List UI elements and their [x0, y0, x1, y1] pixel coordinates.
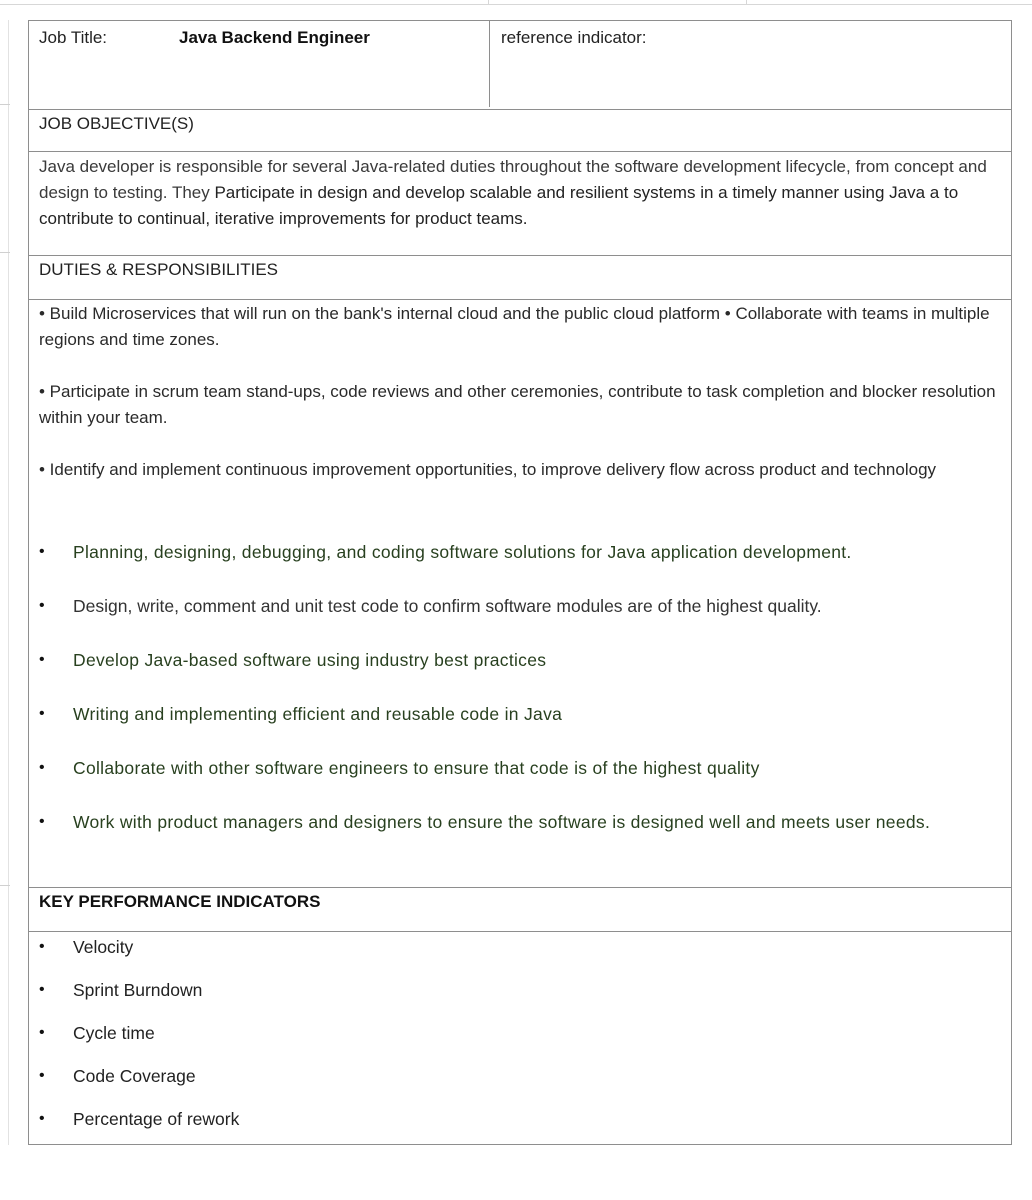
job-objectives-text — [39, 154, 999, 232]
edge-mark — [0, 104, 10, 105]
edge-tick — [746, 0, 747, 4]
edge-mark — [0, 885, 10, 886]
header-divider — [489, 21, 490, 107]
header-row — [29, 21, 1011, 109]
bullet-icon: • — [39, 543, 45, 560]
list-item-text: Percentage of rework — [73, 1109, 240, 1129]
bullet-icon: • — [39, 1067, 45, 1084]
list-item — [29, 1106, 1011, 1132]
list-item-text: Code Coverage — [73, 1066, 196, 1086]
divider — [29, 255, 1011, 256]
bullet-icon: • — [39, 759, 45, 776]
list-item-text: Design, write, comment and unit test code to confirm software modules are of the highest quality. — [73, 596, 822, 616]
list-item — [29, 1063, 1011, 1089]
list-item-text: Work with product managers and designers to ensure the software is designed well and meets user needs. — [73, 812, 931, 832]
edge-mark — [0, 252, 10, 253]
job-description-document — [28, 20, 1012, 1145]
job-title-value: Java Backend Engineer — [179, 28, 370, 47]
divider — [29, 151, 1011, 152]
list-item — [29, 592, 1011, 620]
bullet-icon: • — [39, 813, 45, 830]
duties-heading: DUTIES & RESPONSIBILITIES — [39, 260, 279, 279]
edge-tick — [488, 0, 489, 4]
list-item-text: Develop Java-based software using industry best practices — [73, 650, 547, 670]
list-item — [29, 977, 1011, 1003]
list-item — [29, 646, 1011, 674]
kpi-heading: KEY PERFORMANCE INDICATORS — [39, 892, 321, 911]
duties-paragraph: • Identify and implement continuous improvement opportunities, to improve delivery flow across product and technology — [39, 460, 937, 479]
divider — [29, 931, 1011, 932]
list-item-text: Cycle time — [73, 1023, 155, 1043]
list-item-text: Collaborate with other software engineers to ensure that code is of the highest quality — [73, 758, 760, 778]
divider — [29, 887, 1011, 888]
kpi-bullet-list — [29, 934, 1011, 1149]
list-item-text: Planning, designing, debugging, and coding software solutions for Java application development. — [73, 542, 852, 562]
objectives-text-a: Java developer is responsible for several Java-related duties throughout the software development lifecycle, from concept and design to testing. They — [39, 157, 987, 202]
bullet-icon: • — [39, 705, 45, 722]
divider — [29, 109, 1011, 110]
list-item — [29, 808, 1011, 836]
list-item — [29, 538, 1011, 566]
divider — [29, 299, 1011, 300]
list-item — [29, 1020, 1011, 1046]
list-item-text: Velocity — [73, 937, 134, 957]
bullet-icon: • — [39, 1024, 45, 1041]
page-left-edge — [8, 20, 9, 1145]
job-title-label: Job Title: — [39, 28, 108, 47]
duties-bullet-list — [29, 538, 1011, 862]
objectives-text-b: Participate in design and develop scalable and resilient systems in a timely manner using Java a to contribute to continual, iterative improvements for product teams. — [39, 183, 959, 228]
bullet-icon: • — [39, 1110, 45, 1127]
list-item — [29, 754, 1011, 782]
bullet-icon: • — [39, 938, 45, 955]
list-item — [29, 700, 1011, 728]
bullet-icon: • — [39, 981, 45, 998]
list-item — [29, 934, 1011, 960]
reference-indicator-label: reference indicator: — [501, 28, 647, 47]
list-item-text: Sprint Burndown — [73, 980, 203, 1000]
job-objectives-heading: JOB OBJECTIVE(S) — [39, 114, 194, 133]
duties-paragraph: • Participate in scrum team stand-ups, code reviews and other ceremonies, contribute to task completion and blocker resolution within your team. — [39, 382, 996, 427]
duties-paragraph: • Build Microservices that will run on the bank's internal cloud and the public cloud platform • Collaborate with teams in multiple regions and time zones. — [39, 304, 990, 349]
page-top-edge — [0, 0, 1032, 5]
bullet-icon: • — [39, 597, 45, 614]
bullet-icon: • — [39, 651, 45, 668]
list-item-text: Writing and implementing efficient and reusable code in Java — [73, 704, 563, 724]
